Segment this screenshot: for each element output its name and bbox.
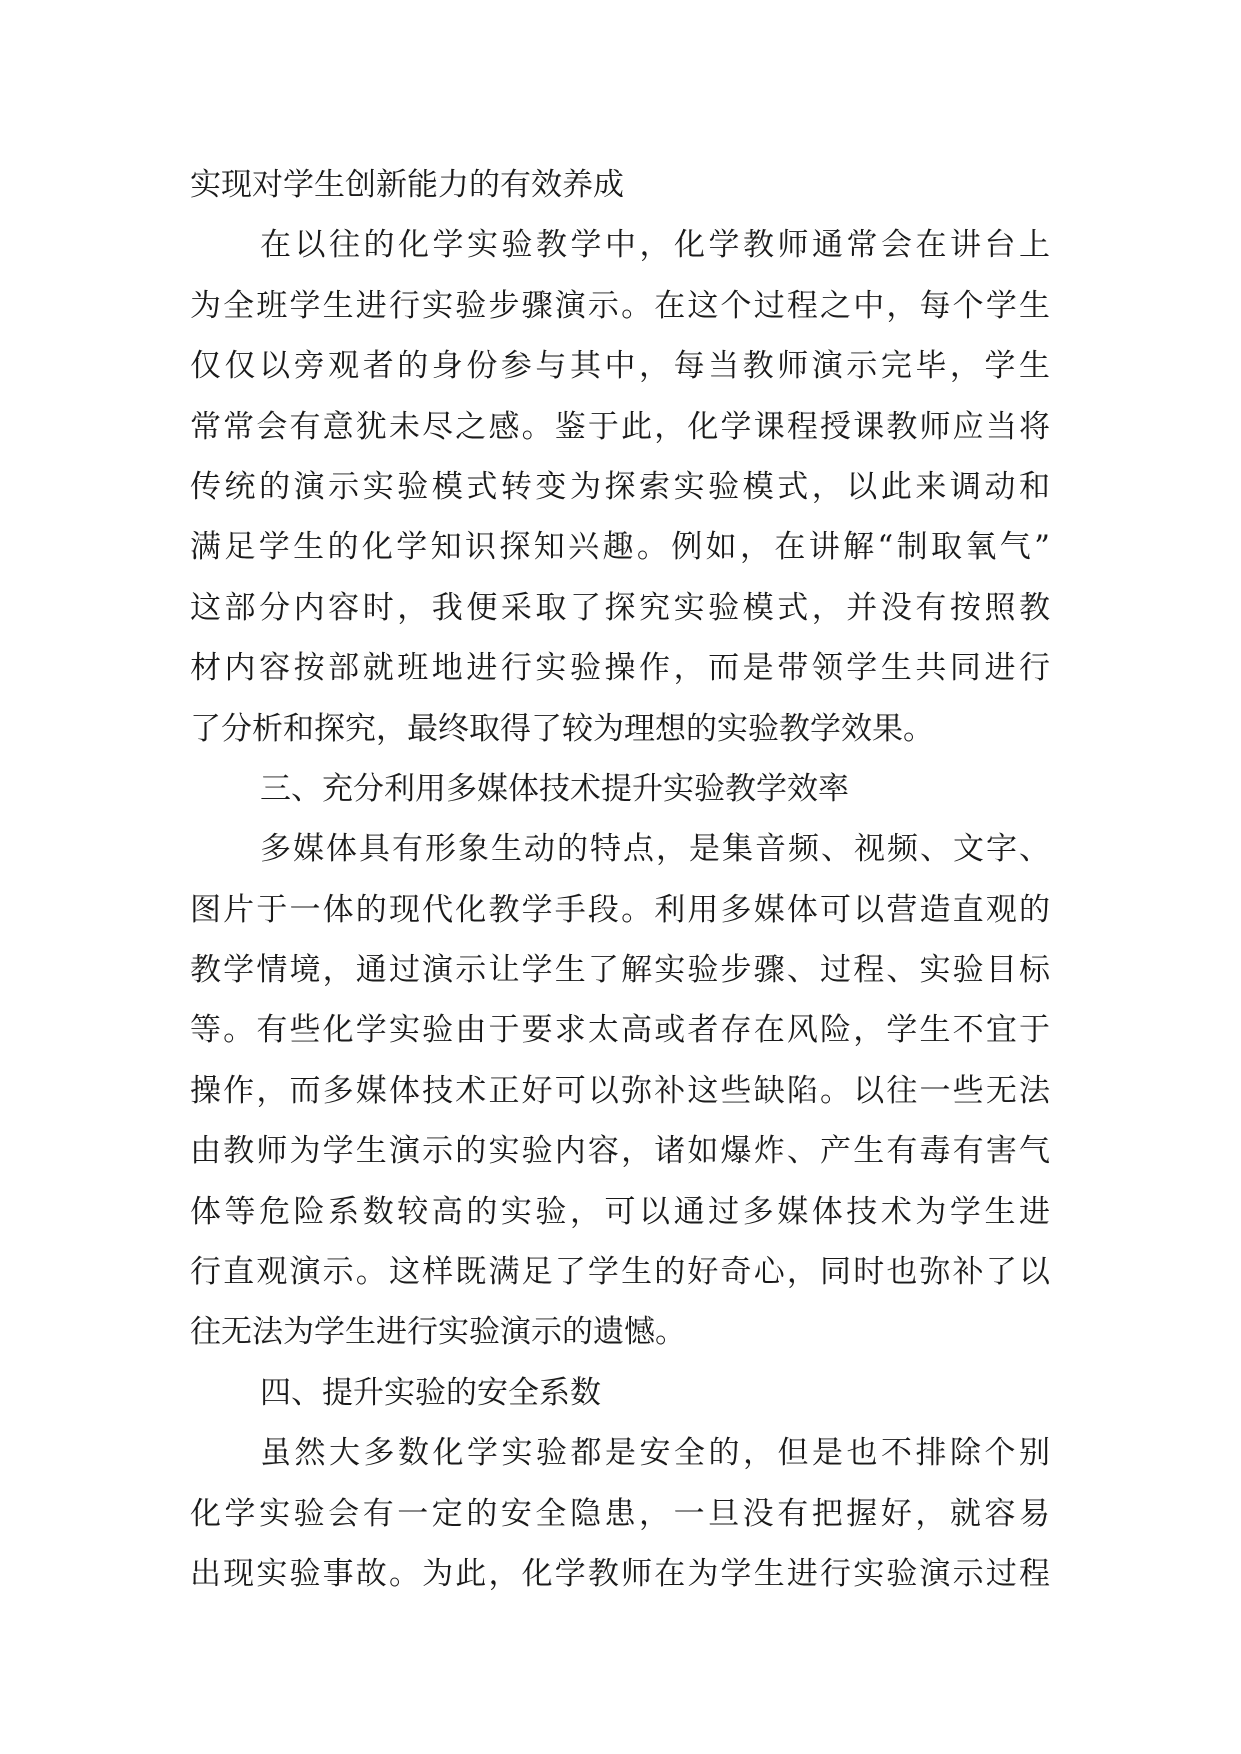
text-line: 操作，而多媒体技术正好可以弥补这些缺陷。以往一些无法 xyxy=(190,1072,1050,1109)
text-line: 往无法为学生进行实验演示的遗憾。 xyxy=(190,1314,686,1351)
text-line: 了分析和探究，最终取得了较为理想的实验教学效果。 xyxy=(190,710,934,747)
text-line: 材内容按部就班地进行实验操作，而是带领学生共同进行 xyxy=(190,650,1050,687)
text-line: 为全班学生进行实验步骤演示。在这个过程之中，每个学生 xyxy=(190,287,1050,324)
text-line: 在以往的化学实验教学中，化学教师通常会在讲台上 xyxy=(260,227,1050,264)
text-line: 出现实验事故。为此，化学教师在为学生进行实验演示过程 xyxy=(190,1555,1050,1592)
text-line: 多媒体具有形象生动的特点，是集音频、视频、文字、 xyxy=(260,831,1050,868)
text-line: 等。有些化学实验由于要求太高或者存在风险，学生不宜于 xyxy=(190,1012,1050,1049)
text-line: 传统的演示实验模式转变为探索实验模式，以此来调动和 xyxy=(190,468,1050,505)
text-line: 仅仅以旁观者的身份参与其中，每当教师演示完毕，学生 xyxy=(190,348,1050,385)
text-line: 教学情境，通过演示让学生了解实验步骤、过程、实验目标 xyxy=(190,952,1050,989)
text-line: 化学实验会有一定的安全隐患，一旦没有把握好，就容易 xyxy=(190,1495,1050,1532)
body-text xyxy=(190,155,1050,1604)
text-line: 体等危险系数较高的实验，可以通过多媒体技术为学生进 xyxy=(190,1193,1050,1230)
text-line: 常常会有意犹未尽之感。鉴于此，化学课程授课教师应当将 xyxy=(190,408,1050,445)
text-line: 这部分内容时，我便采取了探究实验模式，并没有按照教 xyxy=(190,589,1050,626)
text-line: 由教师为学生演示的实验内容，诸如爆炸、产生有毒有害气 xyxy=(190,1133,1050,1170)
text-line: 图片于一体的现代化教学手段。利用多媒体可以营造直观的 xyxy=(190,891,1050,928)
text-line: 三、充分利用多媒体技术提升实验教学效率 xyxy=(260,770,849,807)
text-line: 四、提升实验的安全系数 xyxy=(260,1374,601,1411)
text-line: 虽然大多数化学实验都是安全的，但是也不排除个别 xyxy=(260,1435,1050,1472)
text-line: 实现对学生创新能力的有效养成 xyxy=(190,167,624,203)
text-line: 满足学生的化学知识探知兴趣。例如，在讲解“制取氧气” xyxy=(190,529,1050,566)
text-line: 行直观演示。这样既满足了学生的好奇心，同时也弥补了以 xyxy=(190,1254,1050,1291)
